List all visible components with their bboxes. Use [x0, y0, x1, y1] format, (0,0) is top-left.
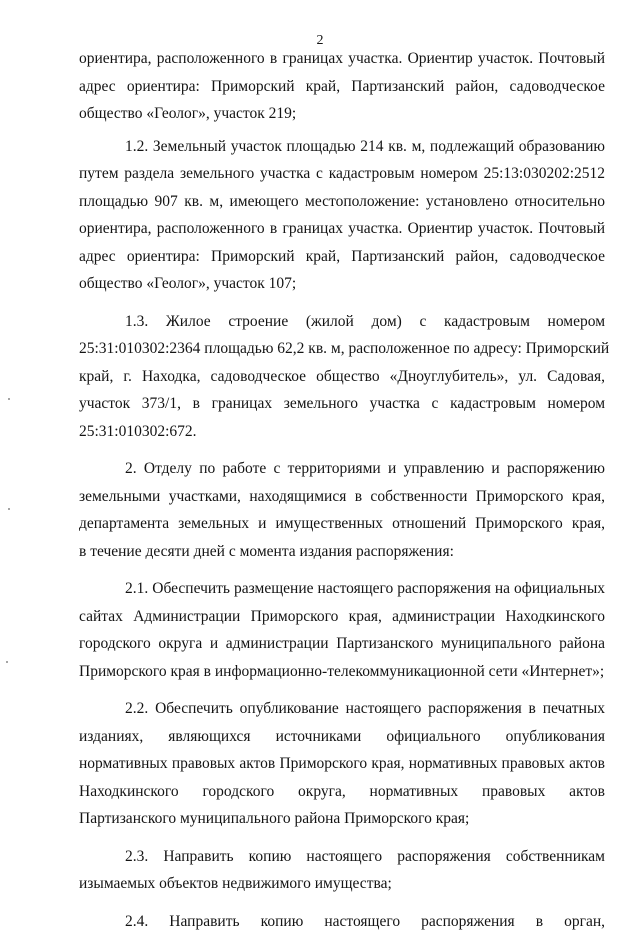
- text-line: край, г. Находка, садоводческое общество «Дноуглубитель», ул. Садовая,: [79, 363, 605, 391]
- scan-speck: [6, 661, 8, 663]
- paragraph-p2-4: [79, 908, 605, 935]
- text-line: 2.2. Обеспечить опубликование настоящего распоряжения в печатных: [79, 695, 605, 723]
- text-line: площадью 907 кв. м, имеющего местоположение: установлено относительно: [79, 188, 605, 216]
- scan-speck: [8, 398, 10, 400]
- text-line: городского округа и администрации Партизанского муниципального района: [79, 630, 605, 658]
- paragraph-p2: [79, 455, 605, 565]
- text-line: 25:31:010302:2364 площадью 62,2 кв. м, расположенное по адресу: Приморский: [79, 335, 605, 363]
- text-line: ориентира, расположенного в границах участка. Ориентир участок. Почтовый: [79, 215, 605, 243]
- page-number: 2: [0, 33, 640, 49]
- text-line: изданиях, являющихся источниками официального опубликования: [79, 723, 605, 751]
- text-line: 1.2. Земельный участок площадью 214 кв. м, подлежащий образованию: [79, 133, 605, 161]
- text-line: нормативных правовых актов Приморского края, нормативных правовых актов: [79, 750, 605, 778]
- paragraph-p2-3: [79, 843, 605, 898]
- scan-speck: [8, 508, 10, 510]
- text-line: общество «Геолог», участок 107;: [79, 270, 605, 298]
- text-line: в течение десяти дней с момента издания распоряжения:: [79, 538, 605, 566]
- text-line: департамента земельных и имущественных отношений Приморского края,: [79, 510, 605, 538]
- text-line: земельными участками, находящимися в собственности Приморского края,: [79, 483, 605, 511]
- text-line: 2.4. Направить копию настоящего распоряжения в орган,: [79, 908, 605, 935]
- paragraph-p2-1: [79, 575, 605, 685]
- text-line: Приморского края в информационно-телекоммуникационной сети «Интернет»;: [79, 658, 605, 686]
- text-line: изымаемых объектов недвижимого имущества;: [79, 870, 605, 898]
- paragraph-p1-3: [79, 308, 605, 446]
- text-line: Партизанского муниципального района Приморского края;: [79, 805, 605, 833]
- paragraph-p2-2: [79, 695, 605, 833]
- text-line: 2. Отделу по работе с территориями и управлению и распоряжению: [79, 455, 605, 483]
- paragraph-p1-2: [79, 133, 605, 298]
- text-line: 1.3. Жилое строение (жилой дом) с кадастровым номером: [79, 308, 605, 336]
- text-line: адрес ориентира: Приморский край, Партизанский район, садоводческое: [79, 243, 605, 271]
- document-body: [79, 45, 605, 935]
- text-line: общество «Геолог», участок 219;: [79, 100, 605, 128]
- paragraph-cont: [79, 45, 605, 128]
- text-line: сайтах Администрации Приморского края, администрации Находкинского: [79, 603, 605, 631]
- text-line: Находкинского городского округа, нормативных правовых актов: [79, 778, 605, 806]
- text-line: ориентира, расположенного в границах участка. Ориентир участок. Почтовый: [79, 45, 605, 73]
- text-line: 2.3. Направить копию настоящего распоряжения собственникам: [79, 843, 605, 871]
- text-line: 25:31:010302:672.: [79, 418, 605, 446]
- text-line: адрес ориентира: Приморский край, Партизанский район, садоводческое: [79, 73, 605, 101]
- text-line: 2.1. Обеспечить размещение настоящего распоряжения на официальных: [79, 575, 605, 603]
- text-line: участок 373/1, в границах земельного участка с кадастровым номером: [79, 390, 605, 418]
- text-line: путем раздела земельного участка с кадастровым номером 25:13:030202:2512: [79, 160, 605, 188]
